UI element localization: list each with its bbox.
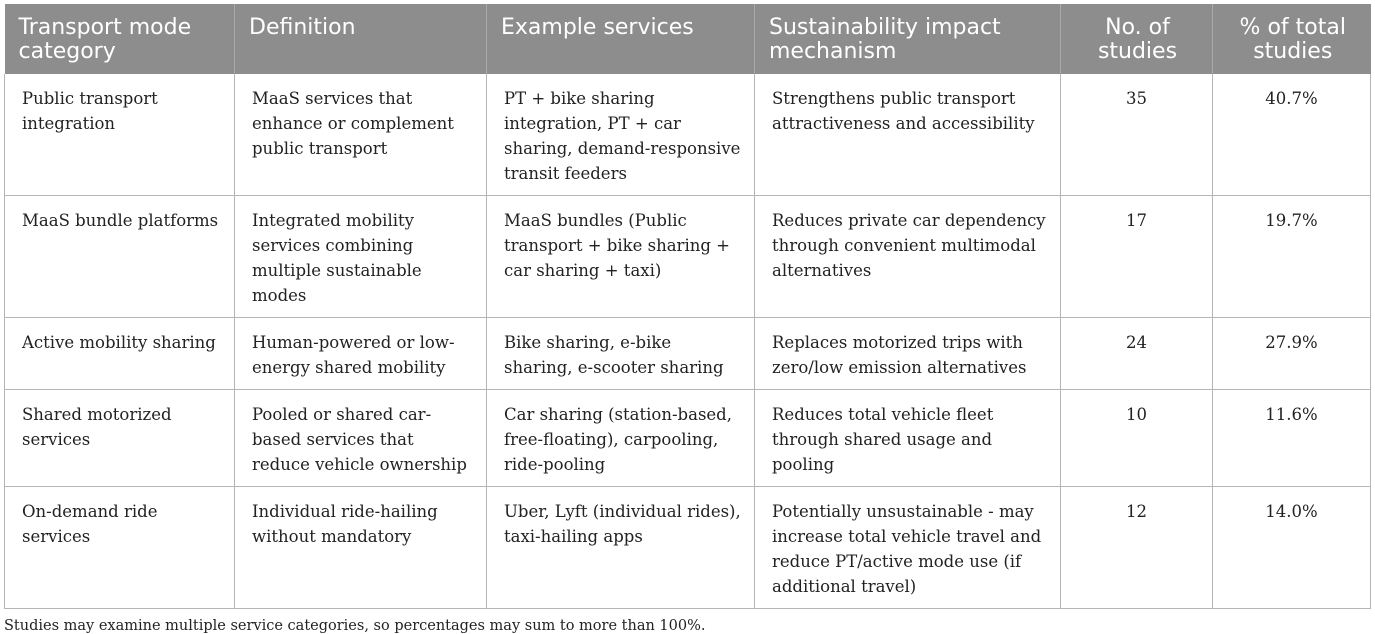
cell-studies: 24	[1061, 318, 1213, 390]
cell-percent: 11.6%	[1213, 390, 1371, 487]
header-transport-mode-category: Transport mode category	[5, 4, 235, 74]
cell-examples: Bike sharing, e-bike sharing, e-scooter sharing	[487, 318, 755, 390]
cell-impact: Reduces private car dependency through convenient multimodal alternatives	[755, 196, 1061, 318]
cell-impact: Reduces total vehicle fleet through shared usage and pooling	[755, 390, 1061, 487]
cell-impact: Strengthens public transport attractiveness and accessibility	[755, 74, 1061, 196]
table-row	[5, 74, 1371, 196]
cell-category: Public transport integration	[5, 74, 235, 196]
table-row	[5, 318, 1371, 390]
cell-studies: 17	[1061, 196, 1213, 318]
cell-examples: Car sharing (station-based, free-floating), carpooling, ride-pooling	[487, 390, 755, 487]
table-row	[5, 487, 1371, 609]
table-row	[5, 390, 1371, 487]
cell-studies: 35	[1061, 74, 1213, 196]
table-footnote: Studies may examine multiple service categories, so percentages may sum to more than 100%.	[4, 618, 706, 634]
cell-studies: 10	[1061, 390, 1213, 487]
cell-definition: MaaS services that enhance or complement public transport	[235, 74, 487, 196]
cell-examples: Uber, Lyft (individual rides), taxi-hailing apps	[487, 487, 755, 609]
cell-percent: 19.7%	[1213, 196, 1371, 318]
cell-impact: Potentially unsustainable - may increase total vehicle travel and reduce PT/active mode use (if additional travel)	[755, 487, 1061, 609]
cell-category: MaaS bundle platforms	[5, 196, 235, 318]
header-example-services: Example services	[487, 4, 755, 74]
cell-definition: Human-powered or low-energy shared mobility	[235, 318, 487, 390]
cell-definition: Integrated mobility services combining multiple sustainable modes	[235, 196, 487, 318]
table-body	[5, 74, 1371, 609]
cell-definition: Pooled or shared car-based services that reduce vehicle ownership	[235, 390, 487, 487]
cell-impact: Replaces motorized trips with zero/low emission alternatives	[755, 318, 1061, 390]
cell-percent: 40.7%	[1213, 74, 1371, 196]
table-row	[5, 196, 1371, 318]
header-definition: Definition	[235, 4, 487, 74]
table-header	[5, 4, 1371, 74]
table-container	[4, 4, 1370, 634]
transport-mode-table	[4, 4, 1371, 609]
cell-category: On-demand ride services	[5, 487, 235, 609]
cell-percent: 14.0%	[1213, 487, 1371, 609]
cell-examples: MaaS bundles (Public transport + bike sharing + car sharing + taxi)	[487, 196, 755, 318]
cell-studies: 12	[1061, 487, 1213, 609]
header-row	[5, 4, 1371, 74]
cell-percent: 27.9%	[1213, 318, 1371, 390]
cell-category: Shared motorized services	[5, 390, 235, 487]
header-no-of-studies: No. of studies	[1061, 4, 1213, 74]
header-sustainability-impact: Sustainability impact mechanism	[755, 4, 1061, 74]
cell-definition: Individual ride-hailing without mandatory	[235, 487, 487, 609]
cell-category: Active mobility sharing	[5, 318, 235, 390]
cell-examples: PT + bike sharing integration, PT + car sharing, demand-responsive transit feeders	[487, 74, 755, 196]
header-percent-total: % of total studies	[1213, 4, 1371, 74]
